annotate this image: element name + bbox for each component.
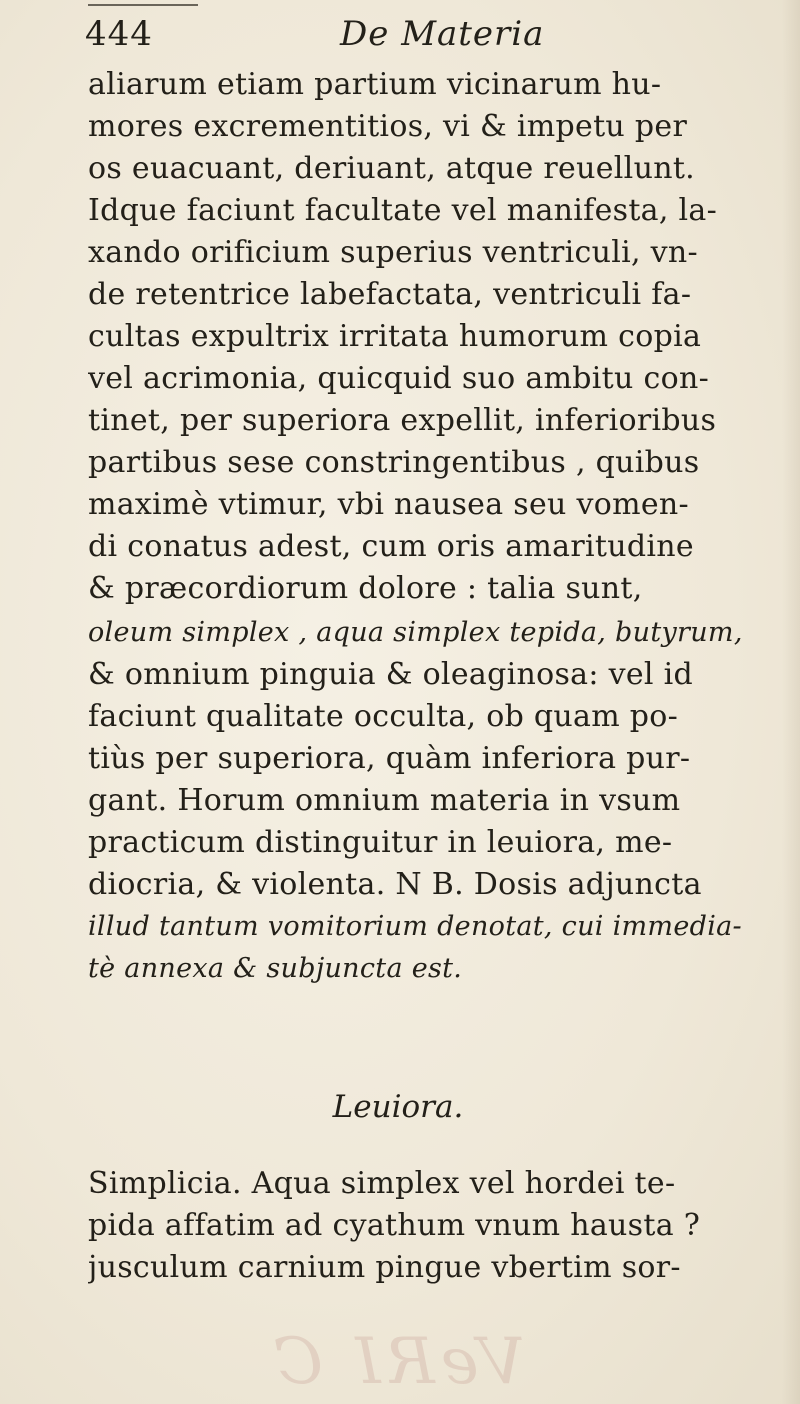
- text-line: practicum distinguitur in leuiora, me-: [88, 825, 673, 860]
- text-line: faciunt qualitate occulta, ob quam po-: [88, 699, 679, 734]
- bleed-through-text: VeRI C: [268, 1325, 525, 1399]
- text-line: di conatus adest, cum oris amaritudine: [88, 529, 694, 564]
- text-line: partibus sese constringentibus , quibus: [88, 445, 700, 480]
- section-heading: Leuiora.: [332, 1089, 464, 1125]
- text-line: os euacuant, deriuant, atque reuellunt.: [88, 151, 696, 186]
- text-line: tiùs per superiora, quàm inferiora pur-: [88, 741, 691, 776]
- text-line: & omnium pinguia & oleaginosa: vel id: [88, 657, 694, 692]
- text-line: aliarum etiam partium vicinarum hu-: [88, 67, 662, 102]
- section-text-line: pida affatim ad cyathum vnum hausta ?: [88, 1208, 701, 1243]
- page-number: 444: [85, 14, 153, 54]
- text-line-italic: oleum simplex , aqua simplex tepida, butyrum,: [88, 617, 743, 648]
- text-line: maximè vtimur, vbi nausea seu vomen-: [88, 487, 689, 522]
- section-text-line: Simplicia. Aqua simplex vel hordei te-: [88, 1166, 676, 1201]
- text-line: mores excrementitios, vi & impetu per: [88, 109, 688, 144]
- section-text-line: jusculum carnium pingue vbertim sor-: [88, 1250, 681, 1285]
- text-line: gant. Horum omnium materia in vsum: [88, 783, 681, 818]
- text-line: diocria, & violenta. N B. Dosis adjuncta: [88, 867, 702, 902]
- text-line: tinet, per superiora expellit, inferioribus: [88, 403, 717, 438]
- text-line: cultas expultrix irritata humorum copia: [88, 319, 702, 354]
- text-line: xando orificium superius ventriculi, vn-: [88, 235, 698, 270]
- page-header: [85, 6, 785, 62]
- text-line-italic: illud tantum vomitorium denotat, cui immedia-: [88, 911, 742, 942]
- text-line: & præcordiorum dolore : talia sunt,: [88, 571, 643, 606]
- text-line: vel acrimonia, quicquid suo ambitu con-: [88, 361, 710, 396]
- text-line: de retentrice labefactata, ventriculi fa-: [88, 277, 692, 312]
- text-line-italic: tè annexa & subjuncta est.: [88, 953, 463, 984]
- text-line: Idque faciunt facultate vel manifesta, la-: [88, 193, 718, 228]
- running-title: De Materia: [340, 14, 545, 54]
